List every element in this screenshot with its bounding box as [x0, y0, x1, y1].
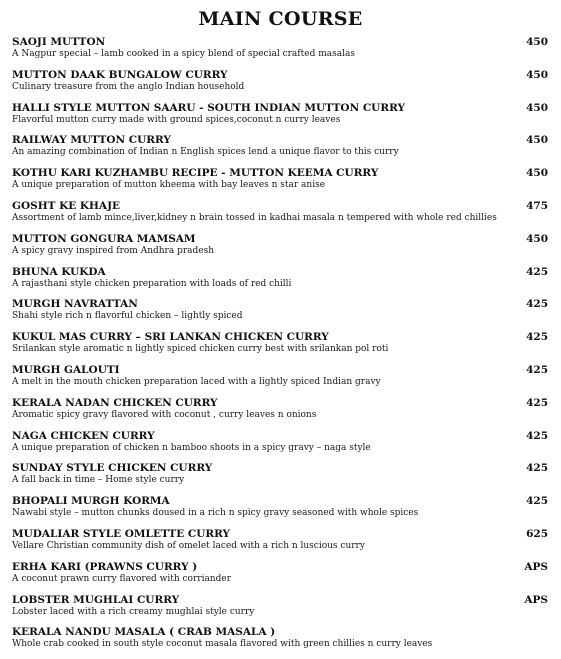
item-name: LOBSTER MUGHLAI CURRY — [12, 593, 180, 606]
item-description: Flavorful mutton curry made with ground spices,coconut n curry leaves — [12, 114, 341, 125]
item-price: 450 — [526, 232, 548, 245]
item-name: ERHA KARI (PRAWNS CURRY ) — [12, 560, 198, 573]
item-name: MURGH GALOUTI — [12, 363, 120, 376]
menu-item — [12, 266, 552, 299]
item-price: 450 — [526, 101, 548, 114]
menu-item — [12, 69, 552, 102]
menu-item — [12, 594, 552, 627]
menu-item — [12, 331, 552, 364]
item-description: A coconut prawn curry flavored with corriander — [12, 573, 231, 584]
menu-list — [12, 36, 552, 659]
menu-item — [12, 495, 552, 528]
menu-item — [12, 561, 552, 594]
item-name: MURGH NAVRATTAN — [12, 298, 138, 311]
item-description: A unique preparation of chicken n bamboo shoots in a spicy gravy – naga style — [12, 442, 371, 453]
item-description: Srilankan style aromatic n lightly spiced chicken curry best with srilankan pol roti — [12, 344, 389, 355]
item-name: MUTTON DAAK BUNGALOW CURRY — [12, 68, 228, 81]
item-name: SUNDAY STYLE CHICKEN CURRY — [12, 462, 213, 475]
item-name: GOSHT KE KHAJE — [12, 199, 121, 212]
item-description: Aromatic spicy gravy flavored with coconut , curry leaves n onions — [12, 409, 317, 420]
menu-item — [12, 167, 552, 200]
item-name: MUDALIAR STYLE OMLETTE CURRY — [12, 527, 230, 540]
item-price: 425 — [526, 363, 548, 376]
menu-item — [12, 528, 552, 561]
item-price: 625 — [526, 527, 548, 540]
item-name: RAILWAY MUTTON CURRY — [12, 134, 171, 147]
item-name: KERALA NADAN CHICKEN CURRY — [12, 396, 218, 409]
item-name: HALLI STYLE MUTTON SAARU - SOUTH INDIAN MUTTON CURRY — [12, 101, 405, 114]
item-price: 425 — [526, 429, 548, 442]
item-name: KERALA NANDU MASALA ( CRAB MASALA ) — [12, 626, 276, 639]
menu-item — [12, 134, 552, 167]
item-description: Culinary treasure from the anglo Indian household — [12, 81, 245, 92]
item-price: 450 — [526, 134, 548, 147]
menu-item — [12, 298, 552, 331]
item-description: Whole crab cooked in south style coconut masala flavored with green chillies n curry leaves — [12, 639, 433, 650]
item-description: A fall back in time – Home style curry — [12, 475, 185, 486]
item-description: Vellare Christian community dish of omelet laced with a rich n luscious curry — [12, 540, 365, 551]
menu-item — [12, 233, 552, 266]
item-price: 475 — [526, 199, 548, 212]
item-description: Assortment of lamb mince,liver,kidney n brain tossed in kadhai masala n tempered with whole red chillies — [12, 212, 497, 223]
menu-item — [12, 397, 552, 430]
item-description: A melt in the mouth chicken preparation laced with a lightly spiced Indian gravy — [12, 376, 381, 387]
menu-title: MAIN COURSE — [198, 8, 363, 30]
item-name: BHOPALI MURGH KORMA — [12, 495, 170, 508]
menu-item — [12, 200, 552, 233]
item-price: 425 — [526, 298, 548, 311]
item-price: APS — [524, 560, 548, 573]
menu-item — [12, 462, 552, 495]
item-description: Nawabi style – mutton chunks doused in a rich n spicy gravy seasoned with whole spices — [12, 508, 419, 519]
item-price: APS — [524, 593, 548, 606]
menu-item — [12, 430, 552, 463]
item-price: 450 — [526, 167, 548, 180]
item-price: 450 — [526, 68, 548, 81]
menu-item — [12, 626, 552, 659]
item-description: Shahi style rich n flavorful chicken – lightly spiced — [12, 311, 243, 322]
item-description: A Nagpur special – lamb cooked in a spicy blend of special crafted masalas — [12, 49, 355, 59]
item-description: A spicy gravy inspired from Andhra pradesh — [12, 245, 215, 256]
item-price: 425 — [526, 331, 548, 344]
item-name: MUTTON GONGURA MAMSAM — [12, 232, 196, 245]
item-name: SAOJI MUTTON — [12, 36, 106, 48]
item-name: KUKUL MAS CURRY – SRI LANKAN CHICKEN CURRY — [12, 331, 329, 344]
item-description: An amazing combination of Indian n English spices lend a unique flavor to this curry — [12, 147, 399, 158]
menu-item — [12, 36, 552, 69]
item-price: 425 — [526, 265, 548, 278]
item-description: A unique preparation of mutton kheema with bay leaves n star anise — [12, 180, 326, 191]
item-description: Lobster laced with a rich creamy mughlai style curry — [12, 606, 255, 617]
item-name: KOTHU KARI KUZHAMBU RECIPE - MUTTON KEEMA CURRY — [12, 167, 379, 180]
item-price: 425 — [526, 495, 548, 508]
item-description: A rajasthani style chicken preparation with loads of red chilli — [12, 278, 292, 289]
item-price: 425 — [526, 462, 548, 475]
menu-item — [12, 364, 552, 397]
item-price: 450 — [526, 36, 548, 48]
item-price: 425 — [526, 396, 548, 409]
item-name: NAGA CHICKEN CURRY — [12, 429, 155, 442]
menu-item — [12, 102, 552, 135]
item-name: BHUNA KUKDA — [12, 265, 106, 278]
